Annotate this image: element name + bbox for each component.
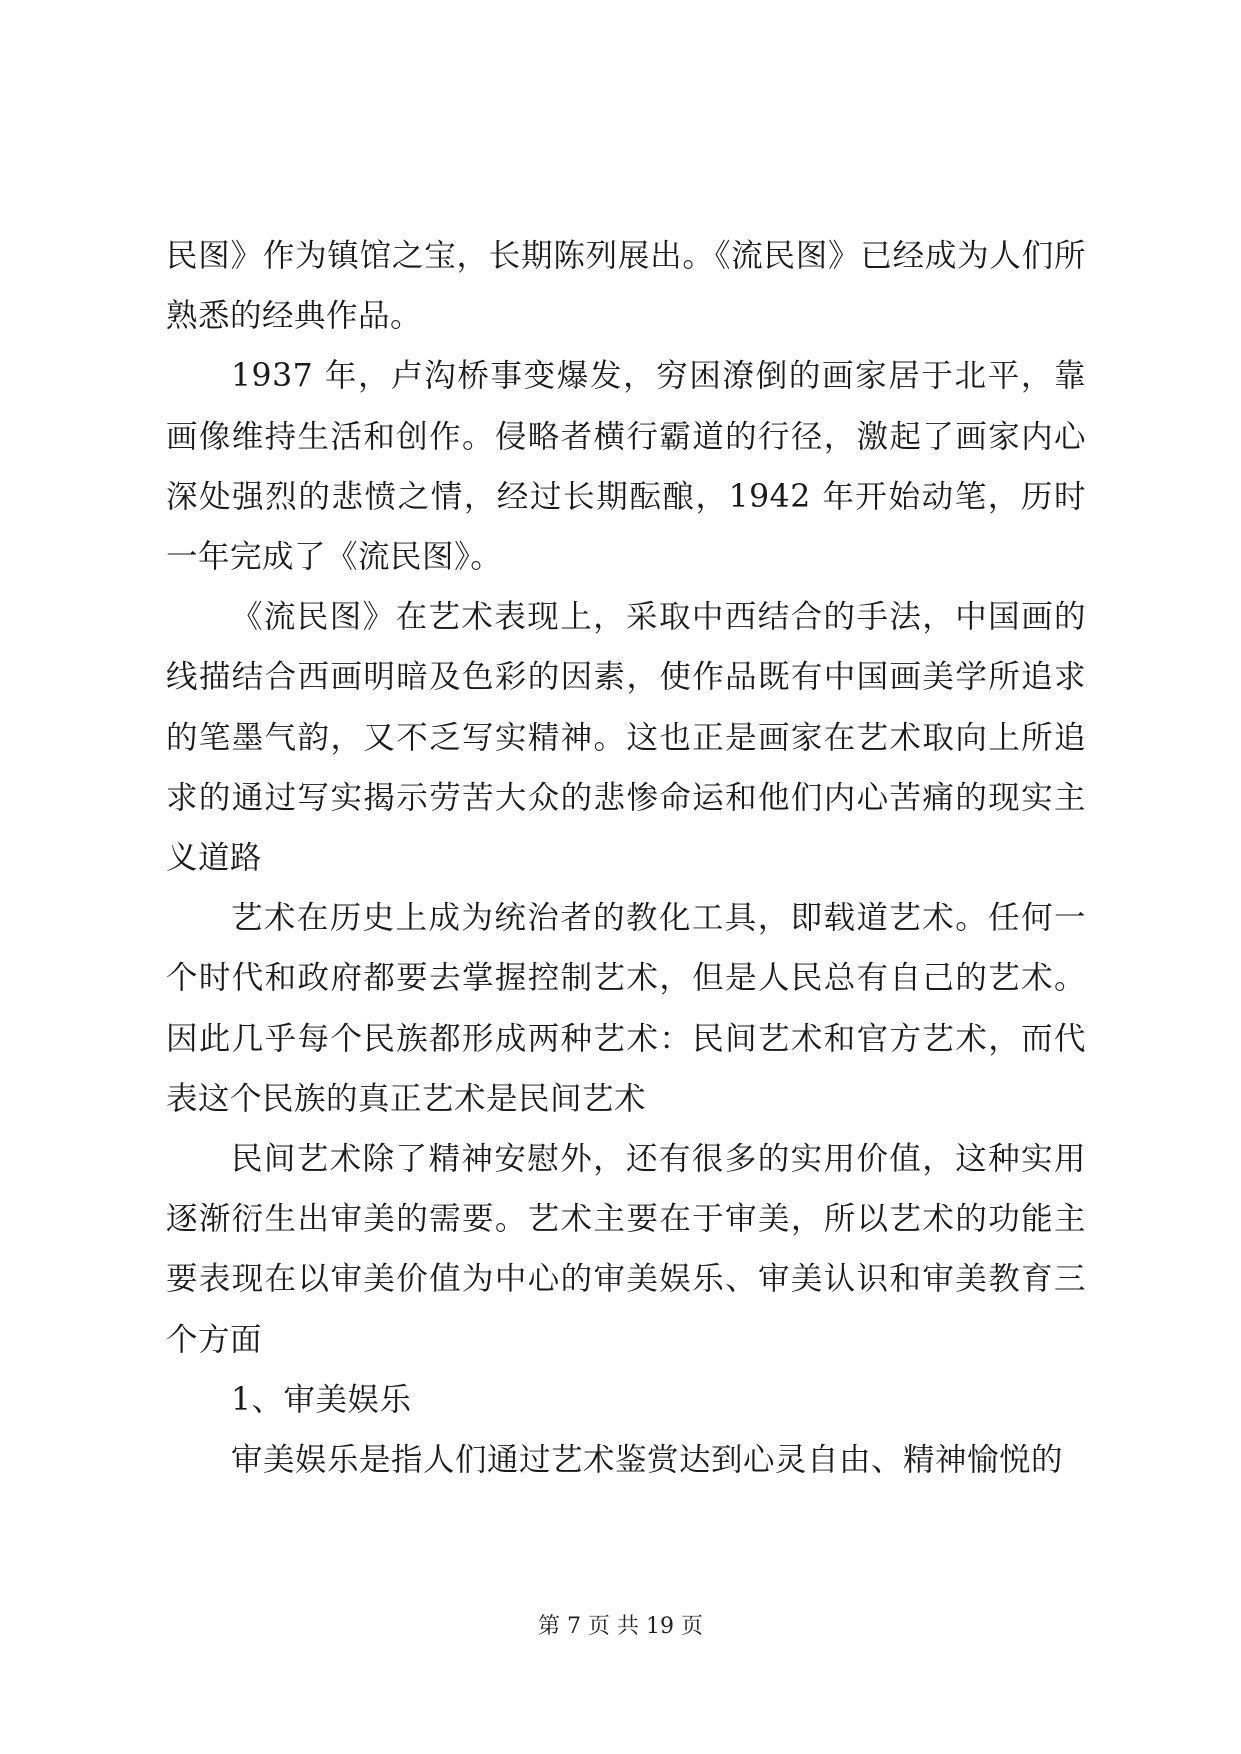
paragraph-folk-art: 艺术在历史上成为统治者的教化工具，即载道艺术。任何一个时代和政府都要去掌握控制艺术，但是人民总有自己的艺术。因此几乎每个民族都形成两种艺术：民间艺术和官方艺术，而代表这个民族的真正艺术是民间艺术 bbox=[166, 900, 1086, 1117]
page-number-label: 第 7 页 共 19 页 bbox=[538, 1614, 703, 1639]
page-footer bbox=[0, 1612, 1241, 1642]
paragraph-art-function: 民间艺术除了精神安慰外，还有很多的实用价值，这种实用逐渐衍生出审美的需要。艺术主要在于审美，所以艺术的功能主要表现在以审美价值为中心的审美娱乐、审美认识和审美教育三个方面 bbox=[166, 1141, 1086, 1358]
paragraph-1937: 1937 年，卢沟桥事变爆发，穷困潦倒的画家居于北平，靠画像维持生活和创作。侵略者横行霸道的行径，激起了画家内心深处强烈的悲愤之情，经过长期酝酿，1942 年开始动笔，历时一年完成了《流民图》。 bbox=[166, 358, 1086, 576]
section-heading-aesthetic-entertainment: 1、审美娱乐 bbox=[231, 1381, 412, 1418]
paragraph-technique: 《流民图》在艺术表现上，采取中西结合的手法，中国画的线描结合西画明暗及色彩的因素，使作品既有中国画美学所追求的笔墨气韵，又不乏写实精神。这也正是画家在艺术取向上所追求的通过写实揭示劳苦大众的悲惨命运和他们内心苦痛的现实主义道路 bbox=[166, 599, 1086, 877]
paragraph-continuation: 民图》作为镇馆之宝，长期陈列展出。《流民图》已经成为人们所熟悉的经典作品。 bbox=[166, 238, 1086, 335]
body-text bbox=[166, 226, 1086, 1490]
paragraph-aesthetic-entertainment: 审美娱乐是指人们通过艺术鉴赏达到心灵自由、精神愉悦的 bbox=[231, 1442, 1064, 1479]
